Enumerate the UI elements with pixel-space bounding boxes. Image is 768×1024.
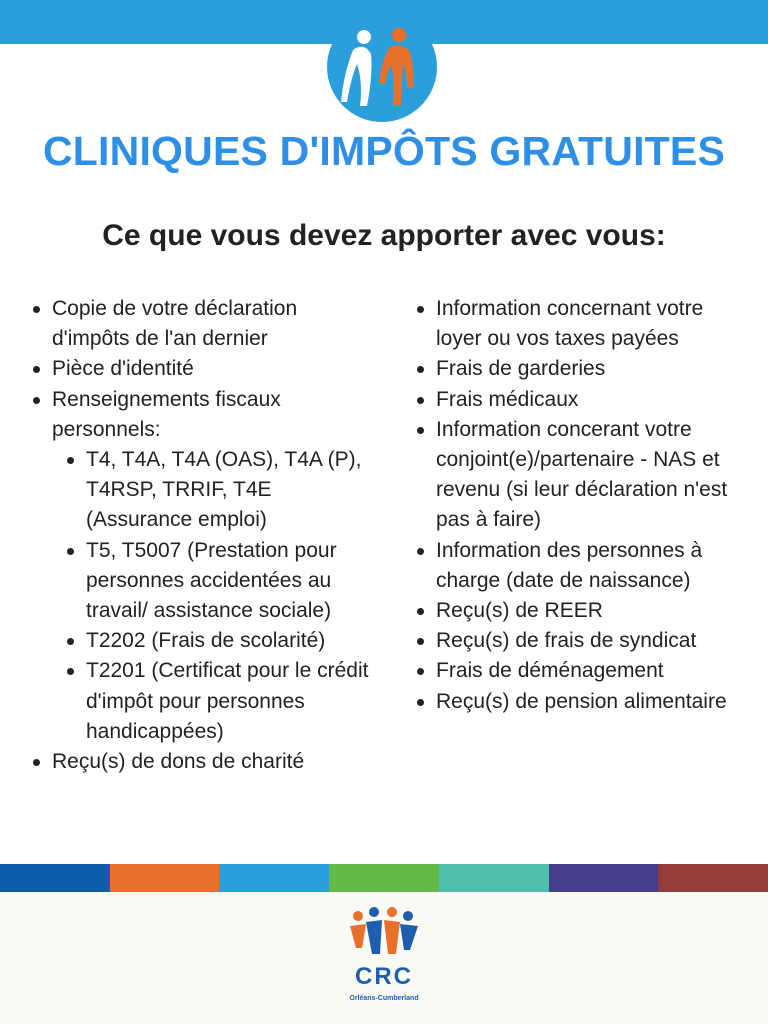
stripe-segment <box>219 864 329 892</box>
list-item: Reçu(s) de frais de syndicat <box>414 626 754 656</box>
list-item: Reçu(s) de pension alimentaire <box>414 687 754 717</box>
tax-slips-sublist <box>64 445 375 747</box>
left-checklist <box>30 294 375 777</box>
list-item: Copie de votre déclaration d'impôts de l'an dernier <box>30 294 375 354</box>
list-item: Frais médicaux <box>414 385 754 415</box>
stripe-segment <box>0 864 110 892</box>
stripe-segment <box>658 864 768 892</box>
sub-list-item: T4, T4A, T4A (OAS), T4A (P), T4RSP, TRRIF, T4E (Assurance emploi) <box>64 445 375 536</box>
crc-people-icon <box>344 904 424 969</box>
sub-list-item: T2202 (Frais de scolarité) <box>64 626 375 656</box>
stripe-segment <box>329 864 439 892</box>
stripe-segment <box>439 864 549 892</box>
page-subtitle: Ce que vous devez apporter avec vous: <box>102 219 666 252</box>
people-logo-icon <box>327 12 437 122</box>
list-item-label: Renseignements fiscaux personnels: <box>52 387 281 441</box>
stripe-segment <box>549 864 659 892</box>
stripe-segment <box>110 864 220 892</box>
crc-logo-subtext: Orléans-Cumberland <box>349 995 419 1002</box>
list-item: Frais de garderies <box>414 354 754 384</box>
sub-list-item: T2201 (Certificat pour le crédit d'impôt pour personnes handicappées) <box>64 656 375 747</box>
list-item: Information des personnes à charge (date de naissance) <box>414 536 754 596</box>
color-stripe-band <box>0 864 768 892</box>
right-checklist <box>414 294 754 717</box>
list-item: Reçu(s) de REER <box>414 596 754 626</box>
sub-list-item: T5, T5007 (Prestation pour personnes accidentées au travail/ assistance sociale) <box>64 536 375 627</box>
list-item <box>30 385 375 747</box>
page-title: CLINIQUES D'IMPÔTS GRATUITES <box>43 128 725 174</box>
footer <box>0 892 768 1024</box>
list-item: Frais de déménagement <box>414 656 754 686</box>
list-item: Information concernant votre loyer ou vos taxes payées <box>414 294 754 354</box>
list-item: Pièce d'identité <box>30 354 375 384</box>
crc-logo-text: CRC <box>355 963 413 990</box>
list-item: Reçu(s) de dons de charité <box>30 747 375 777</box>
list-item: Information concerant votre conjoint(e)/partenaire - NAS et revenu (si leur déclaration n'est pas à faire) <box>414 415 754 536</box>
